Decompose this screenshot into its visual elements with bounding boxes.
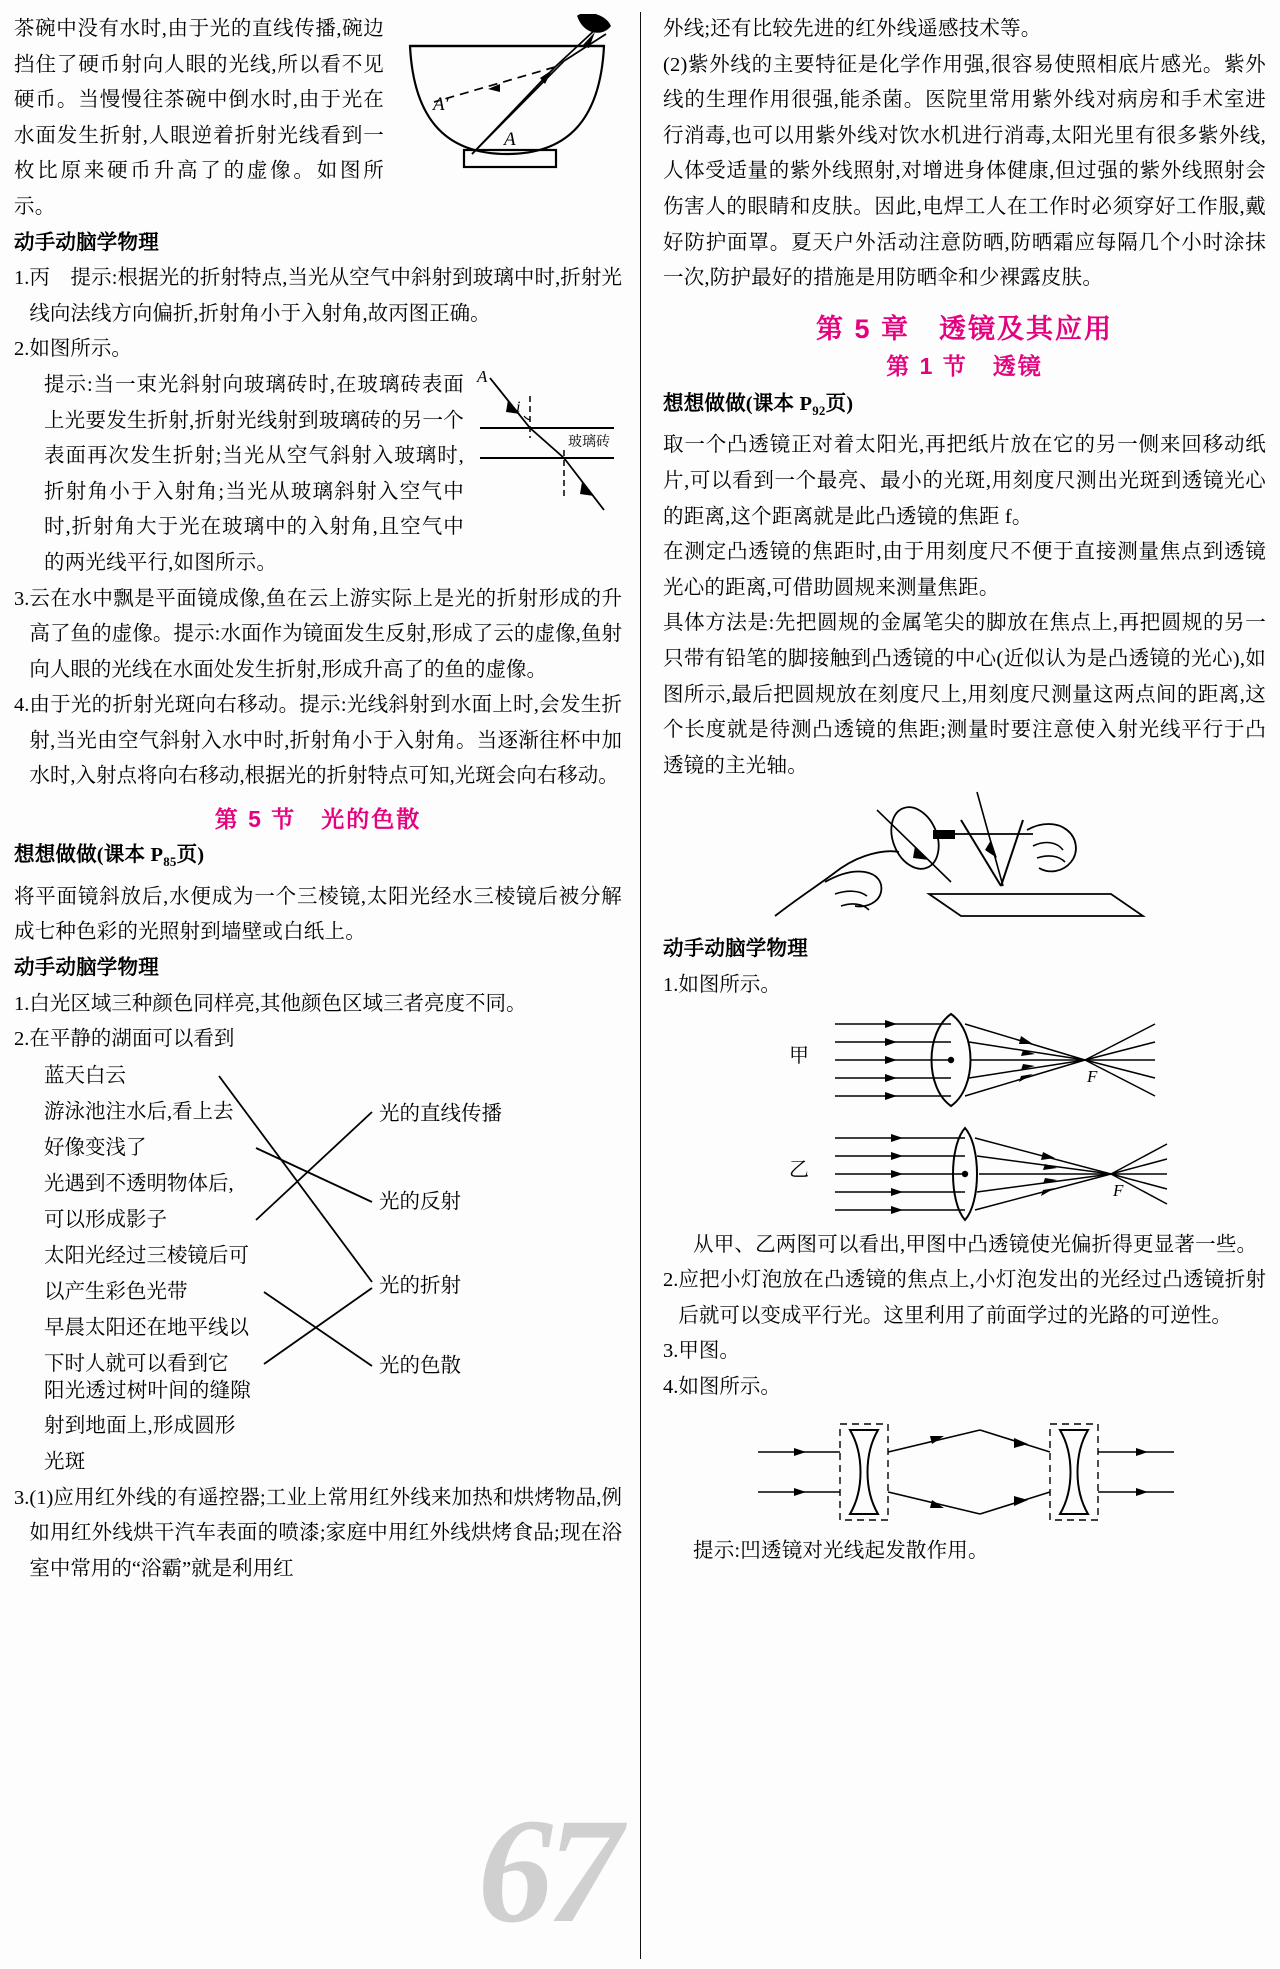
item-body: 甲图。 — [678, 1340, 740, 1363]
xiangxiang-body-left: 将平面镜斜放后,水便成为一个三棱镜,太阳光经水三棱镜后被分解成七种色彩的光照射到墙壁或白纸上。 — [14, 885, 622, 944]
item-number: 2. — [14, 1028, 30, 1051]
concave-lens-hint: 提示:凹透镜对光线起发散作用。 — [693, 1539, 989, 1562]
bowl-refraction-figure — [392, 14, 622, 174]
convex-lens-figures — [663, 1006, 1266, 1226]
right-answer-item-2 — [663, 1263, 1266, 1334]
xx-head-page: 92 — [812, 402, 826, 418]
right-answer-item-4 — [663, 1370, 1266, 1406]
svg-text:光的色散: 光的色散 — [379, 1354, 461, 1377]
matching-extra-line-3: 光斑 — [44, 1450, 86, 1473]
item-number: 2. — [663, 1269, 679, 1292]
right-answer-item-1 — [663, 968, 1266, 1004]
svg-text:A′: A′ — [433, 94, 449, 115]
concave-lens-figure — [663, 1412, 1266, 1532]
item-number: 1. — [14, 992, 30, 1015]
left-column — [14, 12, 640, 1959]
uv-paragraph: (2)紫外线的主要特征是化学作用强,很容易使照相底片感光。紫外线的生理作用很强,能杀菌。医院里常用紫外线对病房和手术室进行消毒,也可以用紫外线对饮水机进行消毒,太阳光里有很多紫外线,人体受适量的紫外线照射,对增进身体健康,但过强的紫外线照射会伤害人的眼睛和皮肤。因此,电焊工人在工作时必须穿好工作服,戴好防护面罩。夏天户外活动注意防晒,防晒霜应每隔几个小时涂抹一次,防护最好的措施是用防晒伞和少裸露皮肤。 — [663, 53, 1266, 290]
svg-text:可以形成影子: 可以形成影子 — [44, 1208, 167, 1231]
xiangxiangzuozuo-heading-left — [14, 838, 622, 880]
heading-handson-physics-2: 动手动脑学物理 — [14, 956, 159, 979]
lens-focal-paragraph-3: 具体方法是:先把圆规的金属笔尖的脚放在焦点上,再把圆规的另一只带有铅笔的脚接触到凸透镜的中心(近似认为是凸透镜的光心),如图所示,最后把圆规放在刻度尺上,用刻度尺测量这两点间的距离,这个长度就是待测凸透镜的焦距;测量时要注意使入射光线平行于凸透镜的主光轴。 — [663, 612, 1266, 777]
heading-handson-physics-1: 动手动脑学物理 — [14, 231, 159, 254]
item-number: 1. — [663, 973, 679, 996]
svg-text:甲: 甲 — [788, 1044, 809, 1067]
svg-text:光的折射: 光的折射 — [379, 1274, 461, 1297]
svg-text:F: F — [1112, 1180, 1123, 1200]
item-number: 4. — [14, 694, 30, 717]
svg-text:A: A — [504, 129, 516, 150]
svg-text:光的反射: 光的反射 — [379, 1190, 461, 1213]
item-2-hint: 提示:当一束光斜射向玻璃砖时,在玻璃砖表面上光要发生折射,折射光线射到玻璃砖的另一个表面再次发生折射;当光从空气斜射入玻璃时,折射角小于入射角;当光从玻璃斜射入空气中时,折射角大于光在玻璃中的入射角,且空气中的两光线平行,如图所示。 — [44, 373, 464, 574]
svg-text:F: F — [1086, 1066, 1097, 1086]
svg-text:乙: 乙 — [788, 1158, 809, 1181]
right-answer-item-3 — [663, 1334, 1266, 1370]
answer-item-2 — [14, 332, 622, 368]
heading-handson-physics-right: 动手动脑学物理 — [663, 938, 808, 961]
item-number: 4. — [663, 1375, 679, 1398]
item-body: 白光区域三种颜色同样亮,其他颜色区域三者亮度不同。 — [29, 992, 527, 1015]
matching-extra-line-2: 射到地面上,形成圆形 — [44, 1415, 236, 1438]
answer-item-4 — [14, 688, 622, 795]
s5-answer-item-3 — [14, 1481, 622, 1588]
xx-head-tail: 页) — [825, 392, 854, 415]
svg-text:玻璃砖: 玻璃砖 — [568, 432, 610, 449]
item-body: 丙 提示:根据光的折射特点,当光从空气中斜射到玻璃中时,折射光线向法线方向偏折,折射角小于入射角,故丙图正确。 — [29, 267, 622, 325]
answer-item-1 — [14, 261, 622, 332]
xx-head-main: 想想做做(课本 P — [14, 844, 164, 867]
intro-paragraph: 茶碗中没有水时,由于光的直线传播,碗边挡住了硬币射向人眼的光线,所以看不见硬币。当慢慢往茶碗中倒水时,由于光在水面发生折射,人眼逆着折射光线看到一枚比原来硬币升高了的虚像。如图所示。 — [14, 18, 384, 218]
s5-answer-item-2 — [14, 1022, 622, 1058]
lens-comparison-conclusion: 从甲、乙两图可以看出,甲图中凸透镜使光偏折得更显著一些。 — [693, 1233, 1258, 1256]
compass-measurement-figure — [663, 790, 1266, 930]
item-number: 3. — [663, 1340, 679, 1363]
xx-head-tail: 页) — [176, 844, 205, 867]
svg-text:光的直线传播: 光的直线传播 — [379, 1102, 502, 1125]
xx-head-page: 85 — [163, 854, 177, 870]
continued-text-top: 外线;还有比较先进的红外线遥感技术等。 — [663, 18, 1042, 40]
page-number-watermark: 67 — [478, 1788, 616, 1954]
svg-text:以产生彩色光带: 以产生彩色光带 — [44, 1280, 188, 1303]
item-body: 如图所示。 — [678, 1375, 781, 1398]
svg-text:好像变浅了: 好像变浅了 — [44, 1136, 147, 1159]
svg-text:下时人就可以看到它: 下时人就可以看到它 — [44, 1352, 229, 1375]
section-1-title: 第 1 节 透镜 — [886, 352, 1043, 379]
item-number: 3. — [14, 587, 30, 610]
item-body: 应把小灯泡放在凸透镜的焦点上,小灯泡发出的光经过凸透镜折射后就可以变成平行光。这里利用了前面学过的光路的可逆性。 — [678, 1269, 1266, 1327]
item-body: (1)应用红外线的有遥控器;工业上常用红外线来加热和烘烤物品,例如用红外线烘干汽车表面的喷漆;家庭中用红外线烘烤食品;现在浴室中常用的“浴霸”就是利用红 — [29, 1486, 622, 1580]
svg-text:蓝天白云: 蓝天白云 — [44, 1064, 126, 1087]
xiangxiangzuozuo-heading-right — [663, 387, 1266, 429]
s5-answer-item-1 — [14, 987, 622, 1023]
chapter-5-title: 第 5 章 透镜及其应用 — [815, 313, 1114, 344]
svg-text:A: A — [477, 369, 488, 386]
item-body: 如图所示。 — [678, 973, 781, 996]
svg-text:i: i — [516, 398, 521, 416]
lens-focal-paragraph-2: 在测定凸透镜的焦距时,由于用刻度尺不便于直接测量焦点到透镜光心的距离,可借助圆规来测量焦距。 — [663, 541, 1266, 599]
answer-item-3 — [14, 582, 622, 689]
item-body: 云在水中飘是平面镜成像,鱼在云上游实际上是光的折射形成的升高了鱼的虚像。提示:水面作为镜面发生反射,形成了云的虚像,鱼射向人眼的光线在水面处发生折射,形成升高了的鱼的虚像。 — [29, 587, 622, 681]
svg-text:游泳池注水后,看上去: 游泳池注水后,看上去 — [44, 1100, 234, 1123]
item-body: 在平静的湖面可以看到 — [29, 1028, 235, 1051]
matching-extra-line-1: 阳光透过树叶间的缝隙 — [44, 1379, 251, 1402]
svg-text:光遇到不透明物体后,: 光遇到不透明物体后, — [44, 1172, 234, 1195]
lens-focal-paragraph-1: 取一个凸透镜正对着太阳光,再把纸片放在它的另一侧来回移动纸片,可以看到一个最亮、最小的光斑,用刻度尺测出光斑到透镜光心的距离,这个距离就是此凸透镜的焦距 f。 — [663, 434, 1266, 528]
svg-text:早晨太阳还在地平线以: 早晨太阳还在地平线以 — [44, 1316, 249, 1339]
svg-text:太阳光经过三棱镜后可: 太阳光经过三棱镜后可 — [44, 1244, 249, 1267]
item-body: 由于光的折射光斑向右移动。提示:光线斜射到水面上时,会发生折射,当光由空气斜射入水中时,折射角小于入射角。当逐渐往杯中加水时,入射点将向右移动,根据光的折射特点可知,光斑会向右移动。 — [29, 694, 622, 788]
item-number: 1. — [14, 267, 30, 290]
section-5-title: 第 5 节 光的色散 — [214, 806, 422, 833]
item-number: 2. — [14, 338, 30, 361]
right-column — [640, 12, 1266, 1959]
matching-exercise — [14, 1060, 622, 1378]
xx-head-main: 想想做做(课本 P — [663, 392, 813, 415]
item-body: 如图所示。 — [29, 338, 132, 361]
item-number: 3. — [14, 1486, 30, 1509]
glass-brick-refraction-figure — [472, 370, 622, 525]
